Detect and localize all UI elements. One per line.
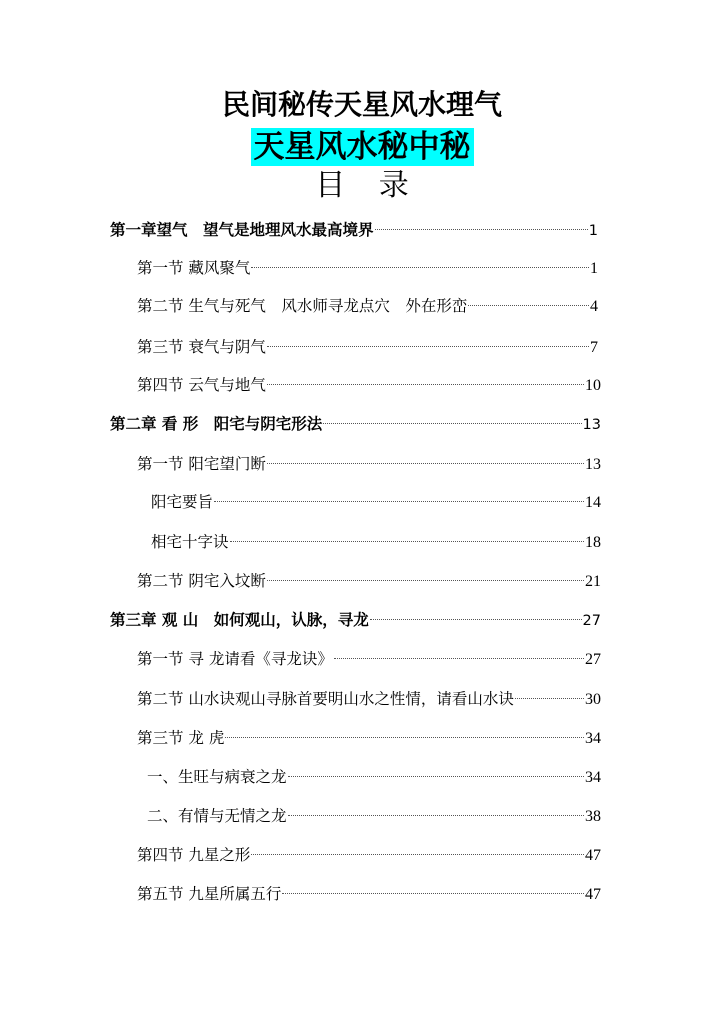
document-title: 民间秘传天星风水理气 [221,88,502,121]
toc-entry-page: 47 [585,847,601,864]
toc-entry-page: 18 [585,534,601,551]
toc-entry-page: 4 [590,298,598,315]
toc-leader-dots [468,287,589,306]
toc-leader-dots [251,836,584,855]
toc-entry[interactable] [137,254,598,278]
toc-entry-label: 二、有情与无情之龙 [147,807,287,825]
toc-leader-dots [230,523,584,542]
toc-entry-label: 第三节 衰气与阴气 [137,338,266,356]
toc-entry-page: 1 [590,260,598,277]
toc-entry-label: 第三节 龙 虎 [137,729,225,747]
toc-entry-page: 13 [582,417,601,433]
toc-entry[interactable] [137,645,601,669]
toc-entry[interactable] [137,567,601,591]
toc-entry-page: 14 [585,494,601,511]
toc-entry-page: 47 [585,886,601,903]
toc-entry-label: 第四节 九星之形 [137,846,251,864]
toc-entry-label: 第二节 阴宅入坟断 [137,572,266,590]
toc-heading: 目 录 [315,168,421,203]
toc-entry-page: 1 [588,223,598,239]
toc-leader-dots [267,366,584,385]
toc-entry-label: 相宅十字诀 [151,533,229,551]
toc-entry[interactable] [151,528,601,552]
toc-leader-dots [214,483,584,502]
toc-entry-label: 第二章 看 形 阳宅与阴宅形法 [110,415,323,433]
toc-entry[interactable] [137,685,601,709]
toc-entry-label: 一、生旺与病衰之龙 [147,768,287,786]
toc-entry-page: 10 [585,377,601,394]
toc-leader-dots [375,211,588,230]
toc-entry-page: 13 [585,456,601,473]
toc-leader-dots [288,797,584,816]
toc-entry-page: 27 [585,651,601,668]
toc-entry-label: 第五节 九星所属五行 [137,885,282,903]
toc-entry[interactable] [151,488,601,512]
toc-leader-dots [251,249,589,268]
toc-entry-page: 34 [585,730,601,747]
toc-entry-label: 第三章 观 山 如何观山，认脉，寻龙 [110,611,369,629]
document-subtitle: 天星风水秘中秘 [251,128,474,166]
toc-entry[interactable] [147,802,601,826]
document-subtitle-wrapper [0,128,724,166]
toc-leader-dots [323,405,581,424]
toc-entry[interactable] [110,216,598,240]
toc-leader-dots [515,680,584,699]
toc-entry-page: 34 [585,769,601,786]
toc-entry[interactable] [147,763,601,787]
toc-entry-page: 7 [590,339,598,356]
toc-entry[interactable] [137,724,601,748]
toc-leader-dots [225,719,584,738]
toc-entry[interactable] [137,880,601,904]
toc-entry-label: 第四节 云气与地气 [137,376,266,394]
toc-entry-label: 第一节 寻 龙请看《寻龙诀》 [137,650,333,668]
toc-entry[interactable] [110,606,601,630]
toc-entry-label: 阳宅要旨 [151,493,214,511]
toc-leader-dots [370,601,582,620]
toc-entry[interactable] [110,410,601,434]
toc-leader-dots [267,445,584,464]
toc-leader-dots [334,640,584,659]
toc-entry[interactable] [137,841,601,865]
toc-entry-page: 21 [585,573,601,590]
toc-leader-dots [267,562,584,581]
toc-leader-dots [267,328,589,347]
toc-entry-label: 第二节 山水诀观山寻脉首要明山水之性情，请看山水诀 [137,690,514,708]
toc-leader-dots [288,758,584,777]
toc-entry-label: 第一节 阳宅望门断 [137,455,266,473]
toc-entry-page: 27 [582,613,601,629]
toc-entry[interactable] [137,450,601,474]
toc-entry-label: 第一节 藏风聚气 [137,259,251,277]
toc-entry-label: 第二节 生气与死气 风水师寻龙点穴 外在形峦 [137,297,468,315]
toc-entry[interactable] [137,333,598,357]
toc-entry[interactable] [137,292,598,316]
toc-entry-page: 30 [585,691,601,708]
toc-entry-page: 38 [585,808,601,825]
toc-entry-label: 第一章望气 望气是地理风水最高境界 [110,221,374,239]
toc-entry[interactable] [137,371,601,395]
toc-leader-dots [282,875,584,894]
